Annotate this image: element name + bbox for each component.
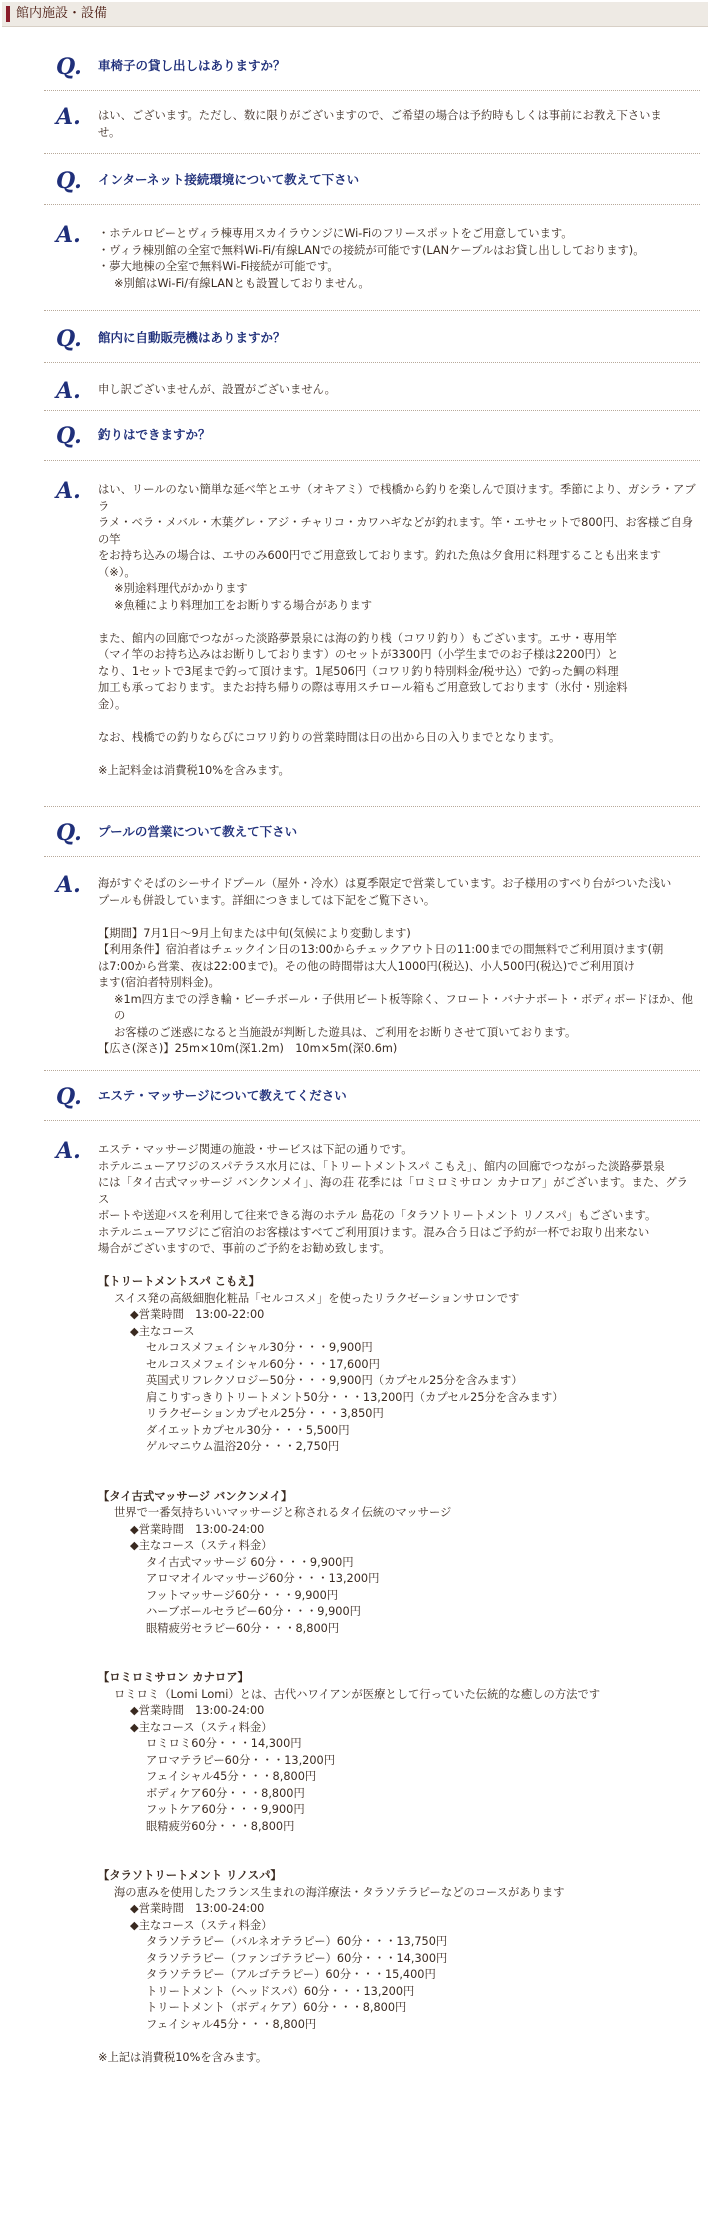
course-line: タラソテラピー（ファンゴテラピー）60分・・・14,300円 bbox=[146, 1951, 448, 1965]
question-text: プールの営業について教えて下さい bbox=[98, 824, 298, 839]
answer-line: ラメ・ベラ・メバル・木葉グレ・アジ・チャリコ・カワハギなどが釣れます。竿・エサセットで800円、お客様ご自身の竿 bbox=[98, 516, 694, 546]
course-line: アロマテラピー60分・・・13,200円 bbox=[146, 1753, 336, 1767]
answer-line: 海がすぐそばのシーサイドプール（屋外・冷水）は夏季限定で営業しています。お子様用のすべり台がついた浅い bbox=[98, 877, 672, 890]
answer-line-gap bbox=[98, 1852, 698, 1869]
answer-line: ※魚種により料理加工をお断りする場合があります bbox=[114, 598, 372, 612]
answer-line: ◆主なコース（スティ料金） bbox=[130, 1539, 273, 1552]
answer-line-gap bbox=[98, 1835, 698, 1852]
answer-line: なお、桟橋での釣りならびにコワリ釣りの営業時間は日の出から日の入りまでとなります。 bbox=[98, 730, 561, 744]
course-line: タイ古式マッサージ 60分・・・9,900円 bbox=[146, 1555, 354, 1569]
course-line: トリートメント（ヘッドスパ）60分・・・13,200円 bbox=[146, 1984, 415, 1998]
answer-line: ◆主なコース bbox=[130, 1324, 195, 1338]
question-mark-icon: Q. bbox=[56, 423, 82, 449]
answer-line-gap bbox=[98, 614, 698, 631]
answer-line: は7:00から営業、夜は22:00まで)。その他の時間帯は大人1000円(税込)、小人500円(税込)でご利用頂け bbox=[98, 959, 635, 973]
answer-line-gap bbox=[98, 1637, 698, 1654]
answer-line: ボートや送迎バスを利用して往来できる海のホテル 島花の「タラソトリートメント リノスパ」もございます。 bbox=[98, 1209, 657, 1222]
course-line: 眼精疲労セラピー60分・・・8,800円 bbox=[146, 1621, 340, 1635]
course-line: フェイシャル45分・・・8,800円 bbox=[146, 1770, 317, 1783]
answer-text bbox=[98, 382, 698, 399]
question-mark-icon: Q. bbox=[56, 1084, 82, 1110]
divider bbox=[44, 410, 700, 411]
course-line: 眼精疲労60分・・・8,800円 bbox=[146, 1819, 295, 1833]
answer-line: ◆主なコース（スティ料金） bbox=[130, 1918, 273, 1932]
divider bbox=[44, 856, 700, 857]
answer-line: はい、リールのない簡単な延べ竿とエサ（オキアミ）で桟橋から釣りを楽しんで頂けます。季節により、ガシラ・アブラ bbox=[98, 483, 696, 513]
answer-line: 申し訳ございませんが、設置がございません。 bbox=[98, 383, 336, 396]
spa-heading: 【トリートメントスパ こもえ】 bbox=[98, 1275, 260, 1288]
course-line: フットケア60分・・・9,900円 bbox=[146, 1803, 305, 1816]
course-line: ゲルマニウム温浴20分・・・2,750円 bbox=[146, 1440, 340, 1453]
course-line: 英国式リフレクソロジー50分・・・9,900円（カプセル25分を含みます） bbox=[146, 1374, 523, 1387]
answer-line: せ。 bbox=[98, 125, 121, 139]
answer-line: ホテルニューアワジのスパテラス水月には、「トリートメントスパ こもえ」、館内の回廊でつながった淡路夢景泉 bbox=[98, 1159, 665, 1173]
course-line: タラソテラピー（バルネオテラピー）60分・・・13,750円 bbox=[146, 1935, 448, 1948]
answer-line: 場合がございますので、事前のご予約をお勧め致します。 bbox=[98, 1242, 391, 1255]
spa-heading: 【タラソトリートメント リノスパ】 bbox=[98, 1869, 282, 1882]
answer-line: ・ホテルロビーとヴィラ棟専用スカイラウンジにWi-Fiのフリースポットをご用意しています。 bbox=[98, 227, 573, 240]
answer-line: 【利用条件】宿泊者はチェックイン日の13:00からチェックアウト日の11:00までの間無料でご利用頂けます(朝 bbox=[98, 943, 664, 956]
answer-line: 世界で一番気持ちいいマッサージと称されるタイ伝統のマッサージ bbox=[114, 1506, 452, 1519]
answer-line: ・ヴィラ棟別館の全室で無料Wi-Fi/有線LANでの接続が可能です(LANケーブルはお貸し出ししております)。 bbox=[98, 243, 645, 257]
divider bbox=[44, 1070, 700, 1071]
answer-line-gap bbox=[98, 2033, 698, 2050]
divider bbox=[44, 310, 700, 311]
answer-line: ◆営業時間 13:00-22:00 bbox=[130, 1308, 265, 1321]
divider bbox=[44, 460, 700, 461]
answer-text bbox=[98, 482, 698, 779]
answer-line: 海の恵みを使用したフランス生まれの海洋療法・タラソテラピーなどのコースがあります bbox=[114, 1885, 565, 1899]
answer-text bbox=[98, 1142, 698, 2066]
answer-mark-icon: A. bbox=[56, 478, 81, 504]
answer-line-gap bbox=[98, 746, 698, 763]
answer-line: ※別途料理代がかかります bbox=[114, 582, 248, 595]
answer-line-gap bbox=[98, 713, 698, 730]
course-line: フェイシャル45分・・・8,800円 bbox=[146, 2017, 317, 2031]
spa-heading: 【ロミロミサロン カナロア】 bbox=[98, 1671, 249, 1684]
spa-heading: 【タイ古式マッサージ バンクンメイ】 bbox=[98, 1489, 293, 1503]
answer-text bbox=[98, 226, 698, 292]
course-line: トリートメント（ボディケア）60分・・・8,800円 bbox=[146, 2001, 407, 2014]
answer-line: ます(宿泊者特別料金)。 bbox=[98, 976, 220, 989]
answer-line-gap bbox=[98, 1258, 698, 1275]
answer-line: 加工も承っております。またお持ち帰りの際は専用スチロール箱もご用意致しております（氷付・別途料 bbox=[98, 681, 628, 694]
header-accent-bar bbox=[6, 6, 10, 22]
answer-line: エステ・マッサージ関連の施設・サービスは下記の通りです。 bbox=[98, 1143, 413, 1156]
answer-line: ※上記は消費税10%を含みます。 bbox=[98, 2050, 268, 2064]
answer-line: はい、ございます。ただし、数に限りがございますので、ご希望の場合は予約時もしくは事前にお教え下さいま bbox=[98, 109, 662, 122]
answer-line: スイス発の高級細胞化粧品「セルコスメ」を使ったリラクゼーションサロンです bbox=[114, 1291, 520, 1305]
answer-line-gap bbox=[98, 1654, 698, 1671]
course-line: リラクゼーションカプセル25分・・・3,850円 bbox=[146, 1407, 384, 1420]
question-mark-icon: Q. bbox=[56, 820, 82, 846]
course-line: ボディケア60分・・・8,800円 bbox=[146, 1786, 305, 1800]
divider bbox=[44, 153, 700, 154]
question-mark-icon: Q. bbox=[56, 326, 82, 352]
answer-line: ※1m四方までの浮き輪・ビーチボール・子供用ビート板等除く、フロート・バナナボート・ボディボードほか、他の bbox=[114, 992, 693, 1022]
answer-line: 金）。 bbox=[98, 697, 127, 711]
answer-line: をお持ち込みの場合は、エサのみ600円でご用意致しております。釣れた魚は夕食用に料理することも出来ます bbox=[98, 549, 661, 562]
question-mark-icon: Q. bbox=[56, 168, 82, 194]
answer-mark-icon: A. bbox=[56, 1138, 81, 1164]
answer-line: ◆主なコース（スティ料金） bbox=[130, 1720, 273, 1734]
answer-line-gap bbox=[98, 1456, 698, 1473]
answer-line: また、館内の回廊でつながった淡路夢景泉には海の釣り桟（コワリ釣り）もございます。エサ・専用竿 bbox=[98, 631, 617, 645]
question-text: 車椅子の貸し出しはありますか？ bbox=[98, 58, 286, 73]
answer-text bbox=[98, 108, 698, 141]
answer-mark-icon: A. bbox=[56, 222, 81, 248]
course-line: ダイエットカプセル30分・・・5,500円 bbox=[146, 1423, 350, 1437]
answer-text bbox=[98, 876, 698, 1058]
answer-line: お客様のご迷惑になると当施設が判断した遊具は、ご利用をお断りさせて頂いております。 bbox=[114, 1025, 577, 1039]
answer-line: ・夢大地棟の全室で無料Wi-Fi接続が可能です。 bbox=[98, 260, 339, 273]
answer-line: ◆営業時間 13:00-24:00 bbox=[130, 1902, 265, 1915]
divider bbox=[44, 90, 700, 91]
answer-line: 【期間】7月1日〜9月上旬または中旬(気候により変動します) bbox=[98, 926, 411, 940]
section-header bbox=[2, 2, 708, 27]
course-line: セルコスメフェイシャル30分・・・9,900円 bbox=[146, 1341, 373, 1354]
answer-line: （※）。 bbox=[98, 565, 136, 579]
answer-line: ※別館はWi-Fi/有線LANとも設置しておりません。 bbox=[114, 276, 370, 290]
question-text: インターネット接続環境について教えて下さい bbox=[98, 172, 360, 187]
divider bbox=[44, 806, 700, 807]
course-line: ロミロミ60分・・・14,300円 bbox=[146, 1737, 302, 1750]
question-text: エステ・マッサージについて教えてください bbox=[98, 1088, 347, 1103]
answer-mark-icon: A. bbox=[56, 378, 81, 404]
answer-line: （マイ竿のお持ち込みはお断りしております）のセットが3300円（小学生までのお子様は2200円）と bbox=[98, 648, 619, 661]
course-line: セルコスメフェイシャル60分・・・17,600円 bbox=[146, 1357, 380, 1371]
answer-line: には「タイ古式マッサージ バンクンメイ」、海の荘 花季には「ロミロミサロン カナロア」がございます。また、グラス bbox=[98, 1176, 688, 1206]
answer-mark-icon: A. bbox=[56, 104, 81, 130]
question-mark-icon: Q. bbox=[56, 54, 82, 80]
answer-line: プールも併設しています。詳細につきましては下記をご覧下さい。 bbox=[98, 893, 436, 907]
section-title: 館内施設・設備 bbox=[16, 6, 108, 21]
answer-line: 【広さ(深さ)】25m×10m(深1.2m) 10m×5m(深0.6m) bbox=[98, 1042, 398, 1055]
answer-line: ロミロミ（Lomi Lomi）とは、古代ハワイアンが医療として行っていた伝統的な癒しの方法です bbox=[114, 1687, 601, 1701]
answer-line: ※上記料金は消費税10%を含みます。 bbox=[98, 763, 290, 777]
course-line: ハーブボールセラピー60分・・・9,900円 bbox=[146, 1605, 361, 1618]
answer-line-gap bbox=[98, 909, 698, 926]
course-line: 肩こりすっきりトリートメント50分・・・13,200円（カプセル25分を含みます） bbox=[146, 1390, 564, 1404]
answer-line: ◆営業時間 13:00-24:00 bbox=[130, 1704, 265, 1717]
answer-mark-icon: A. bbox=[56, 872, 81, 898]
divider bbox=[44, 1120, 700, 1121]
course-line: アロマオイルマッサージ60分・・・13,200円 bbox=[146, 1572, 380, 1585]
question-text: 館内に自動販売機はありますか？ bbox=[98, 330, 286, 345]
answer-line: ホテルニューアワジにご宿泊のお客様はすべてご利用頂けます。混み合う日はご予約が一杯でお取り出来ない bbox=[98, 1225, 650, 1239]
answer-line: なり、1セットで3尾まで釣って頂けます。1尾506円（コワリ釣り特別料金/税サ込）で釣った鯛の料理 bbox=[98, 664, 619, 678]
course-line: タラソテラピー（アルゴテラピー）60分・・・15,400円 bbox=[146, 1968, 436, 1981]
question-text: 釣りはできますか？ bbox=[98, 427, 211, 442]
divider bbox=[44, 362, 700, 363]
divider bbox=[44, 204, 700, 205]
answer-line-gap bbox=[98, 1472, 698, 1489]
answer-line: ◆営業時間 13:00-24:00 bbox=[130, 1522, 265, 1536]
course-line: フットマッサージ60分・・・9,900円 bbox=[146, 1588, 339, 1602]
